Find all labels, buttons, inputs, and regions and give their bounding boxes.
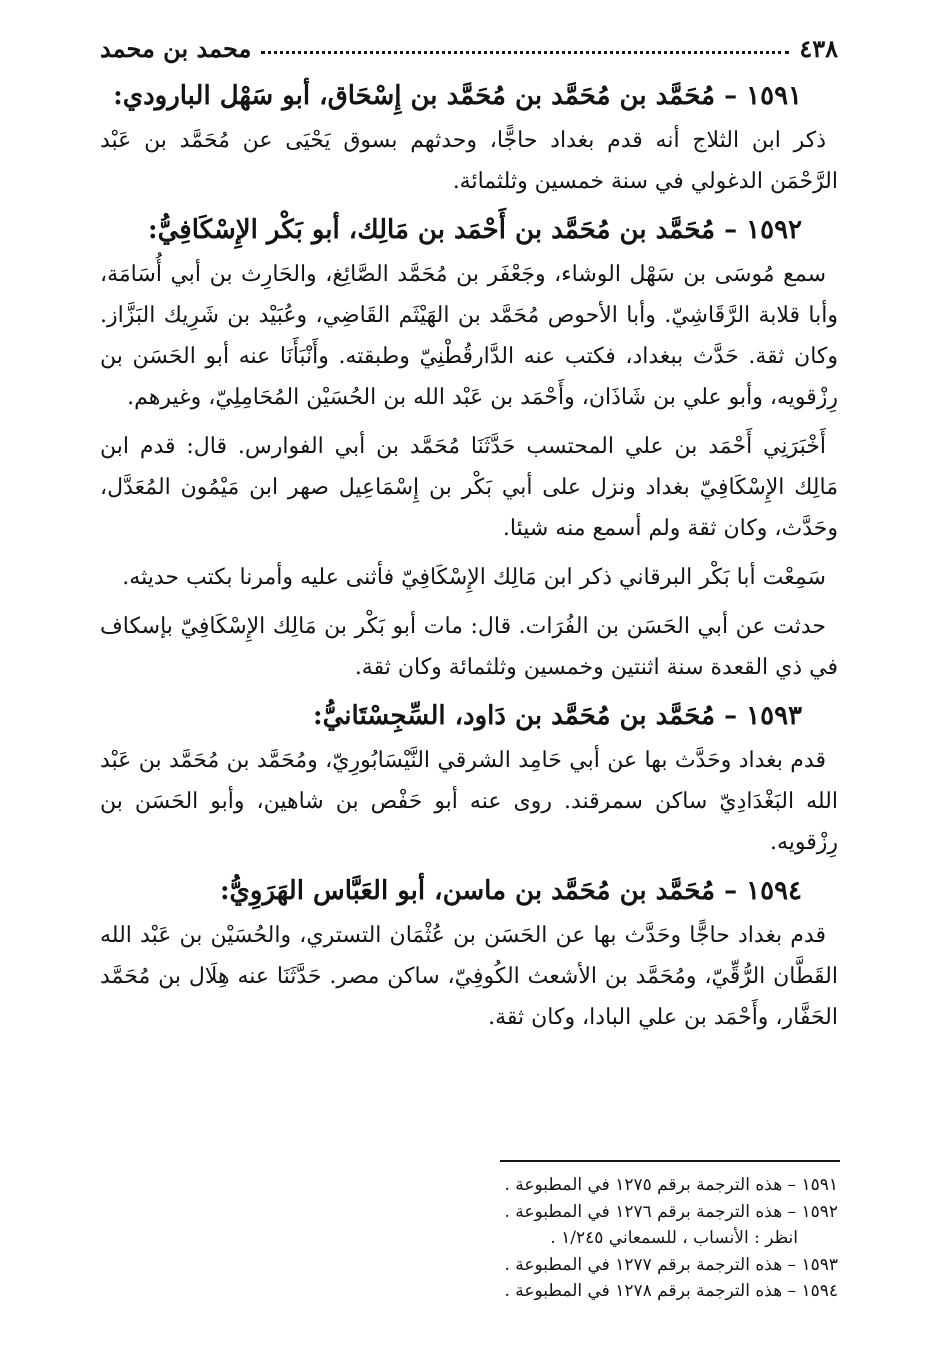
entry-1593	[100, 696, 838, 863]
entry-paragraph: قدم بغداد وحَدَّث بها عن أبي حَامِد الشرقي النَّيْسَابُورِيّ، ومُحَمَّد بن مُحَمَّد بن عَبْد الله البَغْدَادِيّ ساكن سمرقند. روى عنه أبو حَفْص بن شاهين، وأبو الحَسَن بن رِزْقويه.	[100, 748, 838, 855]
entry-title: ١٥٩٤ – مُحَمَّد بن مُحَمَّد بن ماسن، أبو العَبَّاس الهَرَوِيُّ:	[219, 876, 802, 906]
running-title: محمد بن محمد	[100, 33, 252, 63]
entry-title: ١٥٩٢ – مُحَمَّد بن مُحَمَّد بن أَحْمَد بن مَالِك، أبو بَكْر الإِسْكَافِيُّ:	[148, 215, 802, 245]
footnote: ١٥٩٤ – هذه الترجمة برقم ١٢٧٨ في المطبوعة .	[504, 1281, 838, 1301]
footnote-separator	[500, 1160, 840, 1162]
entry-1592	[100, 210, 838, 688]
page-number: ٤٣٨	[799, 33, 838, 63]
entry-title: ١٥٩١ – مُحَمَّد بن مُحَمَّد بن مُحَمَّد بن إِسْحَاق، أبو سَهْل البارودي:	[113, 81, 802, 111]
page-header	[100, 30, 838, 66]
entry-title: ١٥٩٣ – مُحَمَّد بن مُحَمَّد بن دَاود، السِّجِسْتَانيُّ:	[313, 701, 802, 731]
entry-paragraph: سَمِعْت أبا بَكْر البرقاني ذكر ابن مَالِك الإِسْكَافِيّ فأثنى عليه وأمرنا بكتب حديثه.	[122, 565, 826, 590]
entry-paragraph: أَخْبَرَنِي أَحْمَد بن علي المحتسب حَدَّثَنَا مُحَمَّد بن أبي الفوارس. قال: قدم ابن مَالِك الإِسْكَافِيّ بغداد ونزل على أبي بَكْر بن إِسْمَاعِيل صهر ابن مَيْمُون المُعَدَّل، وحَدَّث، وكان ثقة ولم أسمع منه شيئا.	[100, 434, 838, 541]
main-text	[100, 74, 838, 1046]
entry-paragraph: ذكر ابن الثلاج أنه قدم بغداد حاجًّا، وحدثهم بسوق يَحْيَى عن مُحَمَّد بن عَبْد الرَّحْمَن الدغولي في سنة خمسين وثلثمائة.	[100, 128, 838, 194]
header-dotted-leader	[261, 51, 789, 54]
footnote: ١٥٩١ – هذه الترجمة برقم ١٢٧٥ في المطبوعة .	[504, 1175, 838, 1195]
entry-paragraph: قدم بغداد حاجًّا وحَدَّث بها عن الحَسَن بن عُثْمَان التستري، والحُسَيْن بن عَبْد الله القَطَّان الرُّقِّيّ، ومُحَمَّد بن الأشعث الكُوفِيّ، ساكن مصر. حَدَّثَنَا عنه هِلَال بن مُحَمَّد الحَفَّار، وأَحْمَد بن علي البادا، وكان ثقة.	[100, 923, 838, 1030]
footnote: ١٥٩٣ – هذه الترجمة برقم ١٢٧٧ في المطبوعة .	[504, 1254, 838, 1275]
entry-paragraph: سمع مُوسَى بن سَهْل الوشاء، وجَعْفَر بن مُحَمَّد الصَّائِغ، والحَارِث بن أبي أُسَامَة، وأبا قلابة الرَّقَاشِيّ. وأبا الأحوص مُحَمَّد بن الهَيْثَم القَاضِي، وعُبَيْد بن شَرِيك البَزَّاز. وكان ثقة. حَدَّث ببغداد، فكتب عنه الدَّارقُطْنِيّ وطبقته. وأَنْبَأَنَا عنه أبو الحَسَن بن رِزْقويه، وأبو علي بن شَاذَان، وأَحْمَد بن عَبْد الله بن الحُسَيْن المُحَامِلِيّ، وغيرهم.	[100, 262, 838, 410]
entry-1594	[100, 871, 838, 1038]
footnote: انظر : الأنساب ، للسمعاني ١/٢٤٥ .	[550, 1228, 798, 1248]
footnote: ١٥٩٢ – هذه الترجمة برقم ١٢٧٦ في المطبوعة .	[504, 1201, 838, 1222]
entry-1591	[100, 76, 838, 202]
entry-paragraph: حدثت عن أبي الحَسَن بن الفُرَات. قال: مات أبو بَكْر بن مَالِك الإِسْكَافِيّ بإسكاف في ذي القعدة سنة اثنتين وخمسين وثلثمائة وكان ثقة.	[100, 614, 838, 680]
footnotes	[198, 1172, 838, 1305]
